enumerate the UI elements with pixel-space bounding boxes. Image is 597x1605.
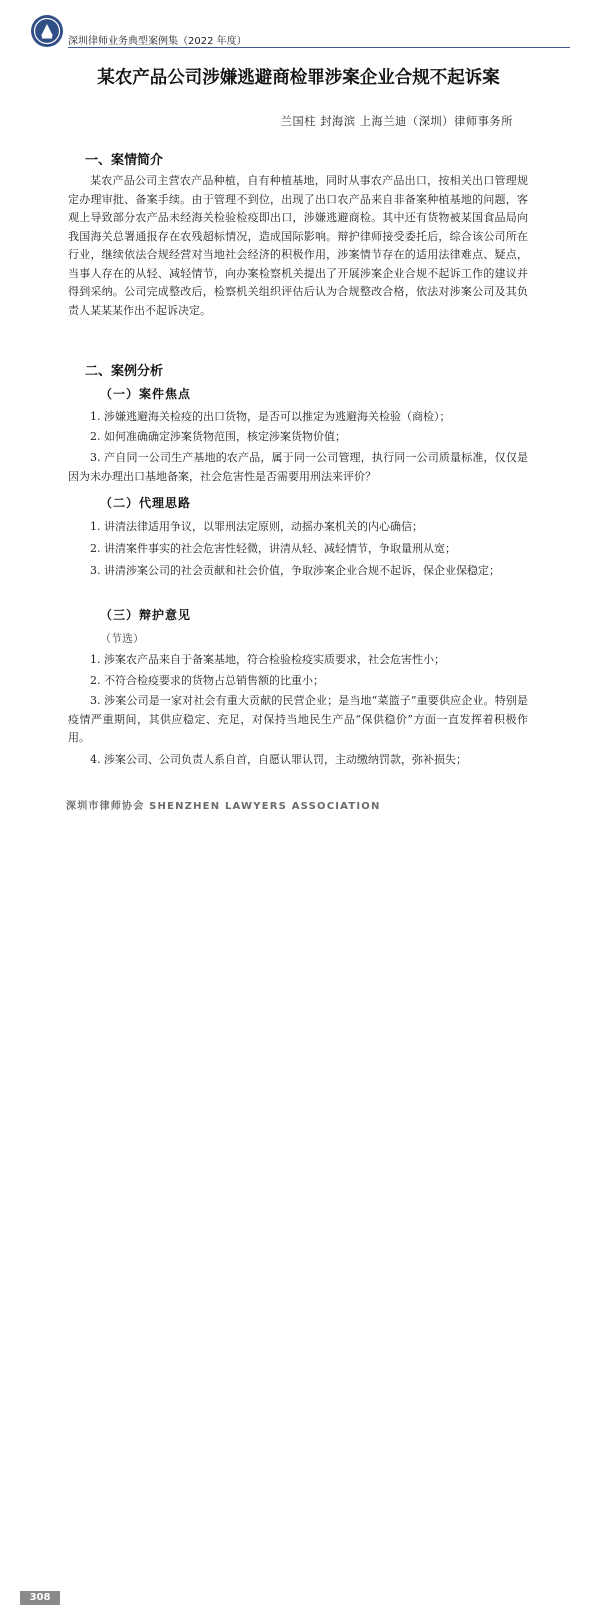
defense-item: 4. 涉案公司、公司负责人系自首，自愿认罪认罚，主动缴纳罚款，弥补损失； <box>90 753 467 766</box>
case-title: 某农产品公司涉嫌逃避商检罪涉案企业合规不起诉案 <box>97 68 500 88</box>
series-title: 深圳律师业务典型案例集（2022 年度） <box>68 36 247 47</box>
authors-line: 兰国柱 封海滨 上海兰迪（深圳）律师事务所 <box>280 115 513 128</box>
approach-item: 3. 讲清涉案公司的社会贡献和社会价值，争取涉案企业合规不起诉，保企业保稳定； <box>90 564 500 577</box>
subheading-case-focus: （一）案件焦点 <box>100 387 192 401</box>
focus-item: 2. 如何准确确定涉案货物范围，核定涉案货物价值； <box>90 430 346 443</box>
footer-org-chinese: 深圳市律师协会 <box>66 801 145 812</box>
subheading-defense-opinions: （三）辩护意见 <box>100 608 192 622</box>
subheading-representation-approach: （二）代理思路 <box>100 496 192 510</box>
running-header <box>30 14 570 52</box>
footer-organization <box>66 797 381 812</box>
defense-item: 1. 涉案农产品来自于备案基地，符合检验检疫实质要求，社会危害性小； <box>90 653 445 666</box>
approach-item: 1. 讲清法律适用争议，以罪刑法定原则，动摇办案机关的内心确信； <box>90 520 423 533</box>
defense-item: 2. 不符合检疫要求的货物占总销售额的比重小； <box>90 674 324 687</box>
footer-org-english: SHENZHEN LAWYERS ASSOCIATION <box>149 801 381 812</box>
defense-item: 3. 涉案公司是一家对社会有重大贡献的民营企业；是当地“菜篮子”重要供应企业。特别是疫情严重期间，其供应稳定、充足，对保持当地民生产品“保供稳价”方面一直发挥着积极作用。 <box>68 694 528 744</box>
focus-item: 1. 涉嫌逃避海关检疫的出口货物，是否可以推定为逃避海关检验（商检）； <box>90 410 451 423</box>
approach-item: 2. 讲清案件事实的社会危害性轻微，讲清从轻、减轻情节，争取量刑从宽； <box>90 542 456 555</box>
focus-item: 3. 产自同一公司生产基地的农产品，属于同一公司管理，执行同一公司质量标准，仅仅是因为未办理出口基地备案，社会危害性是否需要用刑法来评价？ <box>68 451 528 483</box>
section-heading-case-analysis: 二、案例分析 <box>85 364 164 379</box>
page-number: 308 <box>20 1591 60 1605</box>
case-summary-paragraph: 某农产品公司主营农产品种植，自有种植基地，同时从事农产品出口，按相关出口管理规定办理审批、备案手续。由于管理不到位，出现了出口农产品来自非备案种植基地的问题，客观上导致部分农产品未经海关检验检疫即出口，涉嫌逃避商检。其中还有货物被某国食品局向我国海关总署通报存在农残超标情况，造成国际影响。辩护律师接受委托后，综合该公司所在行业，继续依法合规经营对当地社会经济的积极作用，涉案情节存在的适用法律难点、疑点，当事人存在的从轻、减轻情节，向办案检察机关提出了开展涉案企业合规不起诉工作的建议并得到采纳。公司完成整改后，检察机关组织评估后认为合规整改合格，依法对涉案公司及其负责人某某某作出不起诉决定。 <box>68 174 528 317</box>
header-divider <box>68 47 570 48</box>
lawyers-association-logo-icon <box>30 14 64 48</box>
section-heading-case-summary: 一、案情简介 <box>85 153 164 168</box>
excerpt-note: （节选） <box>100 632 144 645</box>
